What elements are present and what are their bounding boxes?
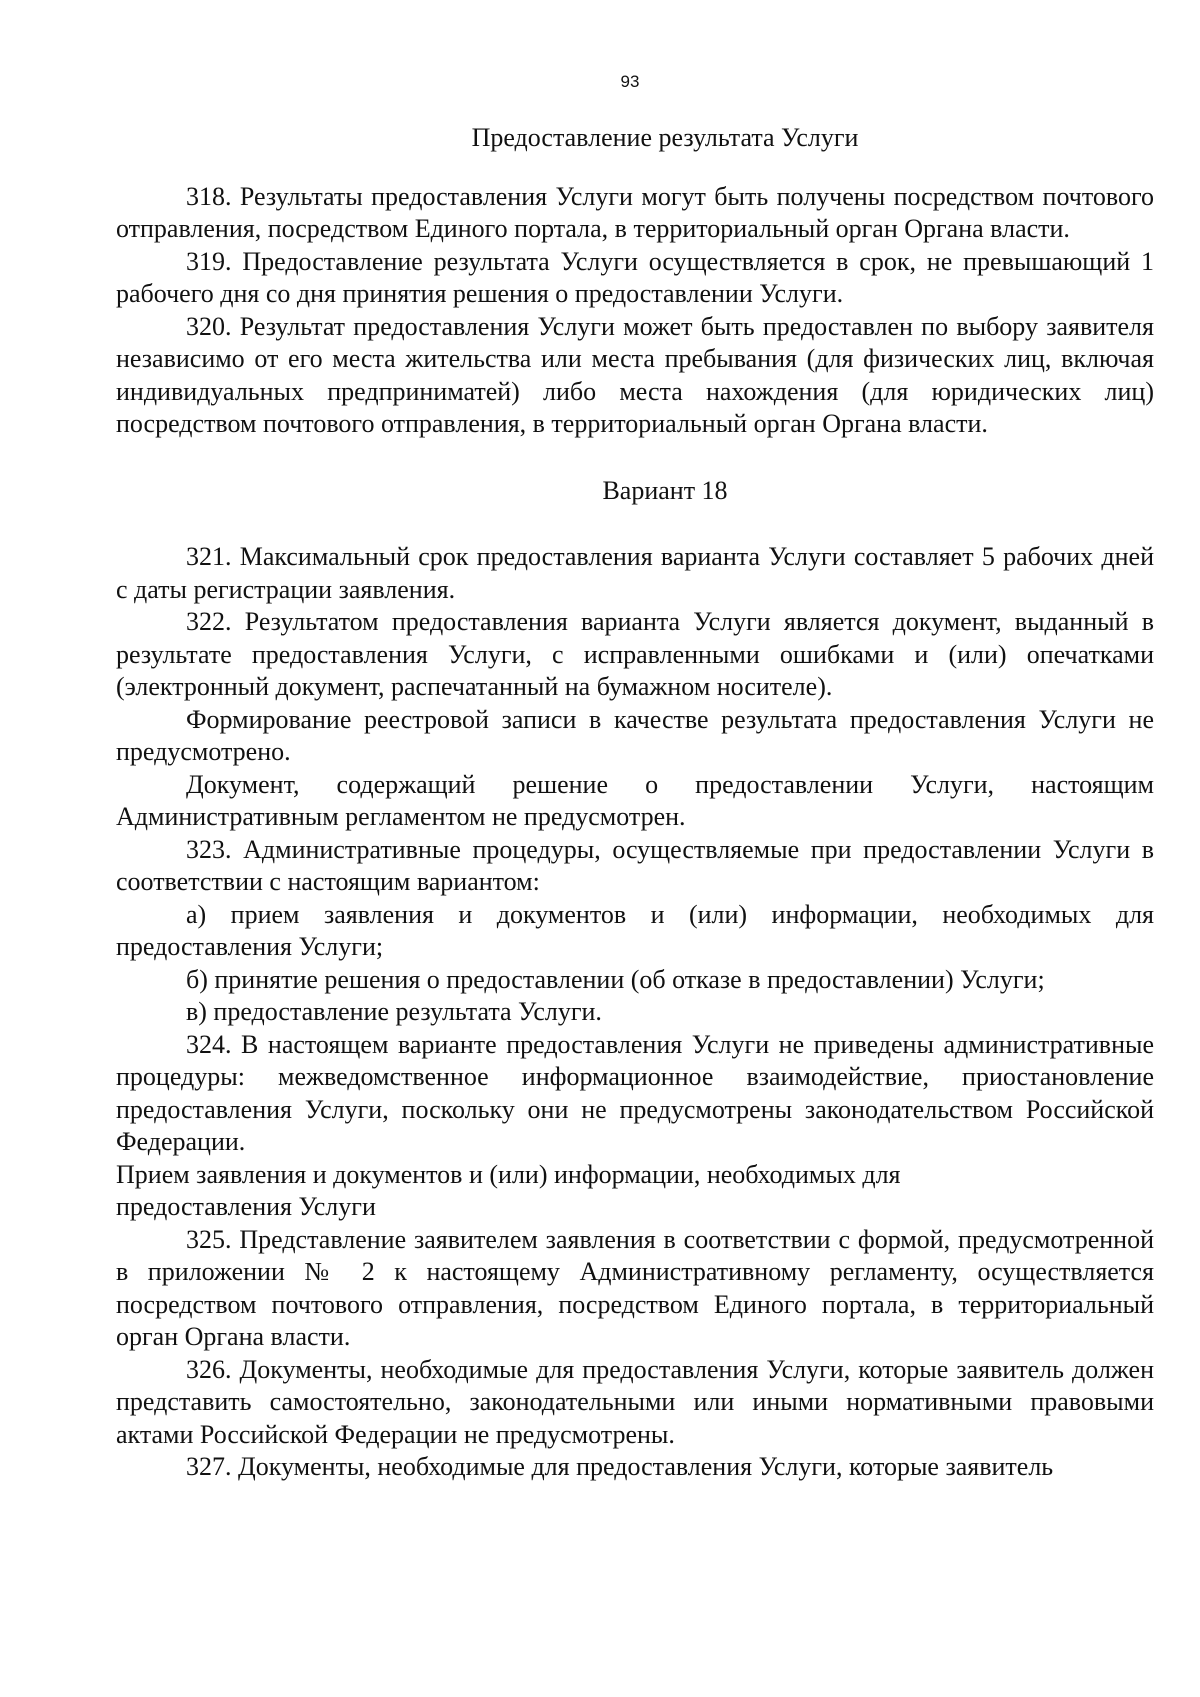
paragraph-323: 323. Административные процедуры, осуществляемые при предоставлении Услуги в соответствии с настоящим вариантом:: [116, 834, 1154, 896]
paragraph-327: 327. Документы, необходимые для предоставления Услуги, которые заявитель: [186, 1452, 1054, 1481]
list-item-b: б) принятие решения о предоставлении (об отказе в предоставлении) Услуги;: [186, 964, 1045, 994]
paragraph-321: 321. Максимальный срок предоставления варианта Услуги составляет 5 рабочих дней с даты регистрации заявления.: [116, 542, 1154, 604]
paragraph-322: 322. Результатом предоставления варианта Услуги является документ, выданный в результате предоставления Услуги, с исправленными ошибками и (или) опечатками (электронный документ, распечатанный на бумажном носителе).: [116, 607, 1154, 701]
paragraph-325: 325. Представление заявителем заявления в соответствии с формой, предусмотренной в приложении № 2 к настоящему Административному регламенту, осуществляется посредством почтового отправления, посредством Единого портала, в территориальный орган Органа власти.: [116, 1224, 1154, 1351]
paragraph-326: 326. Документы, необходимые для предоставления Услуги, которые заявитель должен представить самостоятельно, законодательными или иными нормативными правовыми актами Российской Федерации не предусмотрены.: [116, 1354, 1154, 1449]
subheading-application-line-1: Прием заявления и документов и (или) информации, необходимых для: [116, 1159, 901, 1189]
section-heading-result: Предоставление результата Услуги: [471, 123, 859, 152]
list-item-a: а) прием заявления и документов и (или) информации, необходимых для предоставления Услуги;: [116, 899, 1154, 961]
page-number: 93: [620, 72, 640, 91]
paragraph-324: 324. В настоящем варианте предоставления Услуги не приведены административные процедуры: межведомственное информационное взаимодействие, приостановление предоставления Услуги, поскольку они не предусмотрены законодательством Российской Федерации.: [116, 1029, 1154, 1156]
paragraph-320: 320. Результат предоставления Услуги может быть предоставлен по выбору заявителя независимо от его места жительства или места пребывания (для физических лиц, включая индивидуальных предприниматей) либо места нахождения (для юридических лиц) посредством почтового отправления, в территориальный орган Органа власти.: [116, 311, 1154, 438]
document-body: [116, 122, 1154, 1484]
paragraph-decision-document: Документ, содержащий решение о предоставлении Услуги, настоящим Административным регламентом не предусмотрен.: [116, 769, 1154, 831]
section-heading-variant-18: Вариант 18: [602, 475, 728, 505]
subheading-application-line-2: предоставления Услуги: [116, 1192, 376, 1221]
paragraph-319: 319. Предоставление результата Услуги осуществляется в срок, не превышающий 1 рабочего дня со дня принятия решения о предоставлении Услуги.: [116, 246, 1154, 308]
list-item-v: в) предоставление результата Услуги.: [186, 997, 602, 1026]
paragraph-318: 318. Результаты предоставления Услуги могут быть получены посредством почтового отправления, посредством Единого портала, в территориальный орган Органа власти.: [116, 181, 1154, 243]
paragraph-registry-record: Формирование реестровой записи в качестве результата предоставления Услуги не предусмотрено.: [116, 704, 1154, 766]
